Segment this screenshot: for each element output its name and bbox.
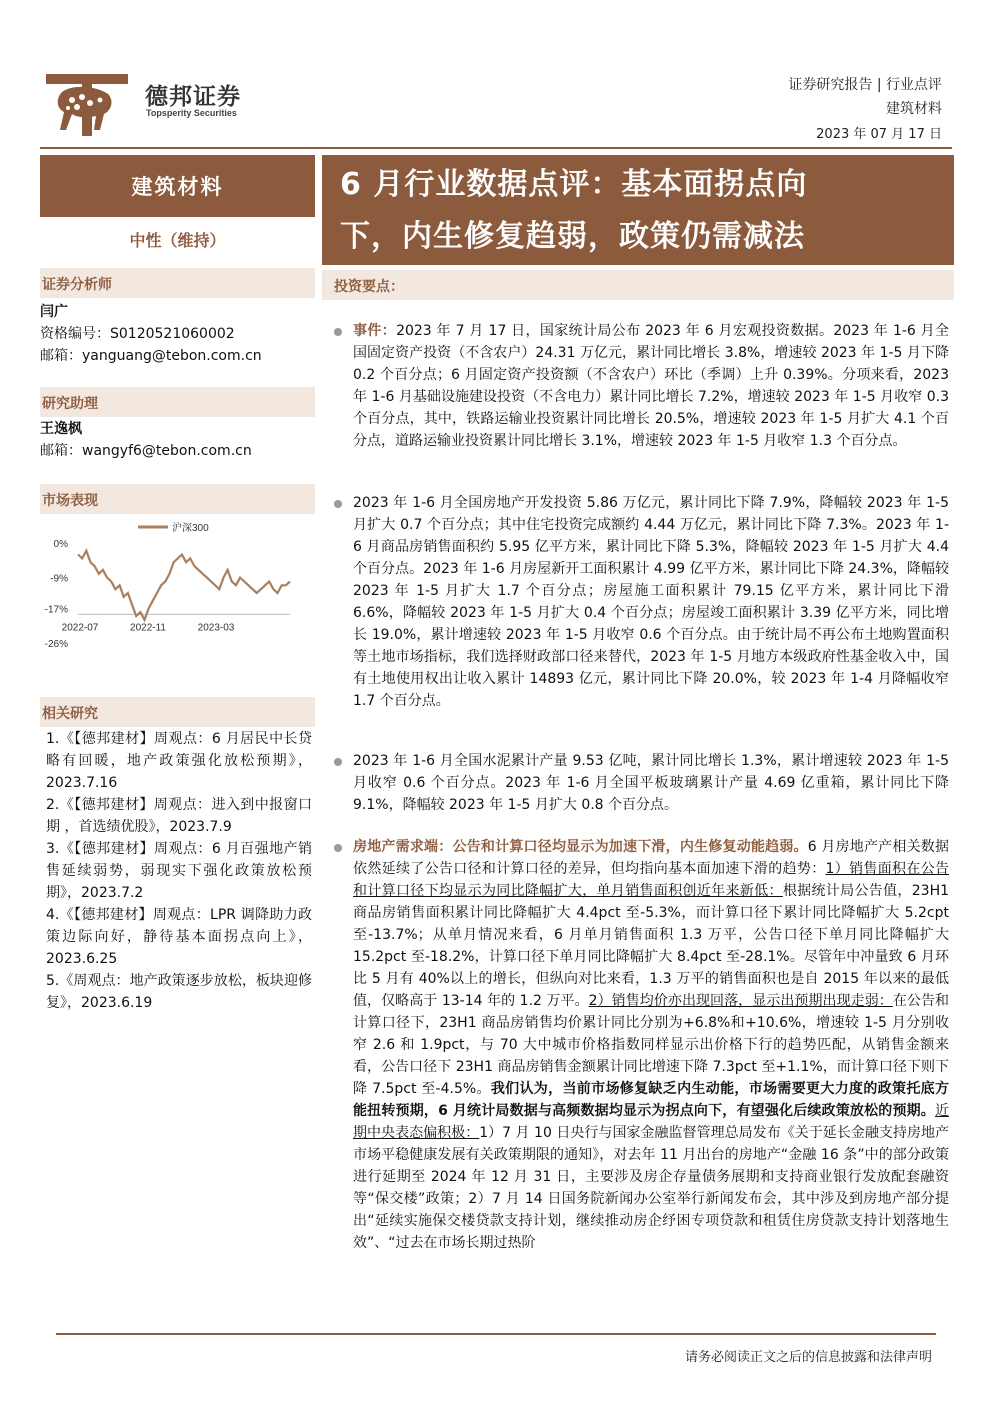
assistant-info — [40, 418, 252, 462]
analyst-cert: 资格编号：S0120521060002 — [40, 326, 235, 342]
title-line-1: 6 月行业数据点评：基本面拐点向 — [340, 167, 808, 202]
real-estate-text: 2023 年 1-6 月全国房地产开发投资 5.86 万亿元，累计同比下降 7.9%，降幅较 2023 年 1-5 月扩大 0.7 个百分点；其中住宅投资完成额约 4.44 万亿元，累计同比下降 7.3%。2023 年 1-6 月商品房销售面积约 5.95 亿平方米，累计同比下降 5.3%，降幅较 2023 年 1-5 月扩大 4.4 个百分点。2023 年 1-6 月房屋新开工面积累计 4.99 亿平方米，累计同比下降 24.3%，降幅较 2023 年 1-5 月扩大 1.7 个百分点；房屋施工面积累计 79.15 亿平方米，累计同比下滑 6.6%，降幅较 2023 年 1-5 月扩大 0.4 个百分点；房屋竣工面积累计 3.39 亿平方米，同比增长 19.0%，累计增速较 2023 年 1-5 月收窄 0.6 个百分点。由于统计局不再公布土地购置面积等土地市场指标，我们选择财政部口径来替代，2023 年 1-5 月地方本级政府性基金收入中，国有土地使用权出让收入累计 14893 亿元，累计同比下降 20.0%，较 2023 年 1-4 月降幅收窄 1.7 个百分点。 — [353, 495, 949, 709]
footer-divider — [56, 1333, 936, 1335]
market-header: 市场表现 — [40, 484, 315, 514]
x-tick-label: 2022-11 — [130, 622, 166, 634]
related-item[interactable]: 3.《【德邦建材】周观点：6 月百强地产销售延续弱势，弱现实下强化政策放松预期》，2023.7.2 — [46, 841, 312, 901]
related-item[interactable]: 4.《【德邦建材】周观点：LPR 调降助力政策边际向好，静待基本面拐点向上》，2023.6.25 — [46, 907, 312, 967]
x-tick-label: 2023-03 — [197, 622, 235, 634]
x-tick-label: 2022-07 — [61, 622, 99, 634]
y-tick-label: -9% — [50, 573, 68, 585]
demand-text-a: 6 月房地产产相关数据依然延续了公告口径和计算口径的差异，但均指向基本面加速下滑的趋势： — [353, 839, 950, 877]
event-label: 事件： — [353, 323, 397, 339]
paragraph-demand — [337, 836, 949, 1254]
demand-text-e: 在公告和计算口径下，23H1 商品房销售均价累计同比分别为+6.8%和+10.6%，增速较 1-5 月分别收窄 2.6 和 1.9pct，与 70 大中城市价格指数同样显示出价格下行的趋势匹配，从销售金额来看，公告口径下 23H1 商品房销售金额累计同比增速下降 7.3pct 至+1.1%，而计算口径下则下降 7.5pct 至-4.5%。 — [353, 993, 950, 1097]
category-badge: 建筑材料 — [40, 155, 315, 217]
related-item[interactable]: 5.《周观点：地产政策逐步放松，板块迎修复》，2023.6.19 — [46, 973, 312, 1011]
y-tick-label: -17% — [44, 604, 68, 616]
series-line — [78, 551, 290, 620]
rating: 中性（维持） — [129, 231, 226, 250]
legend-label: 沪深300 — [172, 523, 209, 534]
demand-text-f: 我们认为，当前市场修复缺乏内生动能，市场需要更大力度的政策托底方能扭转预期，6 月统计局数据与高频数据均显示为拐点向下，有望强化后续政策放松的预期。 — [353, 1081, 949, 1119]
materials-text: 2023 年 1-6 月全国水泥累计产量 9.53 亿吨，累计同比增长 1.3%，累计增速较 2023 年 1-5 月收窄 0.6 个百分点。2023 年 1-6 月全国平板玻璃累计产量 4.69 亿重箱，累计同比下降 9.1%，降幅较 2023 年 1-5 月扩大 0.8 个百分点。 — [353, 753, 949, 813]
assistant-email[interactable]: 邮箱：wangyf6@tebon.com.cn — [40, 443, 252, 459]
event-text: 2023 年 7 月 17 日，国家统计局公布 2023 年 6 月宏观投资数据。2023 年 1-6 月全国固定资产投资（不含农户）24.31 万亿元，累计同比增长 3.8%，增速较 2023 年 1-5 月下降 0.2 个百分点；6 月固定资产投资额（不含农户）环比（季调）上升 0.39%。分项来看，2023 年 1-6 月基础设施建设投资（不含电力）累计同比增长 7.2%，增速较 2023 年 1-5 月收窄 0.3 个百分点，其中，铁路运输业投资累计同比增长 20.5%，增速较 2023 年 1-5 月扩大 4.1 个百分点，道路运输业投资累计同比增长 3.1%，增速较 2023 年 1-5 月收窄 1.3 个百分点。 — [353, 323, 949, 449]
key-points-header: 投资要点： — [322, 270, 954, 300]
related-item[interactable]: 1.《【德邦建材】周观点：6 月居民中长贷略有回暖，地产政策强化放松预期》，2023.7.16 — [46, 731, 312, 791]
related-item[interactable]: 2.《【德邦建材】周观点：进入到中报窗口期 ，首选绩优股》，2023.7.9 — [46, 797, 312, 835]
title-line-2: 下，内生修复趋弱，政策仍需减法 — [340, 219, 805, 254]
related-list — [46, 728, 312, 1014]
company-logo — [42, 70, 132, 140]
paragraph-event — [337, 320, 949, 452]
report-date: 2023 年 07 月 17 日 — [816, 127, 942, 142]
demand-text-b: 1）销售面积在公告和计算口径下均显示为同比降幅扩大，单月销售面积创近年来新低： — [353, 861, 949, 899]
analyst-name: 闫广 — [40, 304, 68, 320]
report-type: 证券研究报告 | 行业点评 — [788, 77, 942, 93]
paragraph-real-estate — [337, 492, 949, 712]
y-tick-label: -26% — [44, 639, 68, 650]
analyst-info — [40, 301, 262, 367]
header-divider — [40, 147, 952, 149]
brand-name: 德邦证券 — [145, 84, 241, 110]
demand-text-d: 2）销售均价亦出现回落，显示出预期出现走弱： — [588, 993, 893, 1009]
paragraph-materials — [337, 750, 949, 816]
analyst-email[interactable]: 邮箱：yanguang@tebon.com.cn — [40, 348, 262, 364]
demand-text-h: 1）7 月 10 日央行与国家金融监督管理总局发布《关于延长金融支持房地产市场平稳健康发展有关政策期限的通知》，对去年 11 月出台的房地产“金融 16 条”中的部分政策进行延期至 2024 年 12 月 31 日，主要涉及房企存量债务展期和支持商业银行发放配套融资等“保交楼”政策；2）7 月 14 日国务院新闻办公室举行新闻发布会，其中涉及到房地产部分提出“延续实施保交楼贷款支持计划，继续推动房企纾困专项贷款和租赁住房贷款支持计划落地生效”、“过去在市场长期过热阶 — [353, 1125, 949, 1251]
footer-disclaimer: 请务必阅读正文之后的信息披露和法律声明 — [684, 1350, 932, 1365]
industry-label: 建筑材料 — [886, 101, 942, 117]
assistant-header: 研究助理 — [40, 387, 315, 417]
brand-name-en: Topsperity Securities — [146, 108, 237, 118]
analyst-header: 证券分析师 — [40, 268, 315, 298]
demand-text-c: 根据统计局公告值，23H1 商品房销售面积累计同比降幅扩大 4.4pct 至-5.3%，而计算口径下累计同比降幅扩大 5.2cpt 至-13.7%；从单月情况来看，6 月单月销售面积 1.3 万平，公告口径下单月同比降幅扩大 15.2pct 至-18.2%，计算口径下单月同比降幅扩大 8.4pct 至-28.1%。尽管年中冲量致 6 月环比 5 月有 40%以上的增长，但纵向对比来看，1.3 万平的销售面积也是自 2015 年以来的最低值，仅略高于 13-14 年的 1.2 万平。 — [353, 883, 950, 1009]
assistant-name: 王逸枫 — [40, 421, 82, 437]
related-header: 相关研究 — [40, 697, 315, 727]
report-title — [322, 155, 954, 265]
market-performance-chart — [40, 515, 315, 655]
demand-text-g: 近期中央表态偏积极： — [353, 1103, 949, 1141]
demand-label: 房地产需求端：公告和计算口径均显示为加速下滑，内生修复动能趋弱。 — [353, 839, 808, 855]
y-tick-label: 0% — [53, 539, 68, 550]
